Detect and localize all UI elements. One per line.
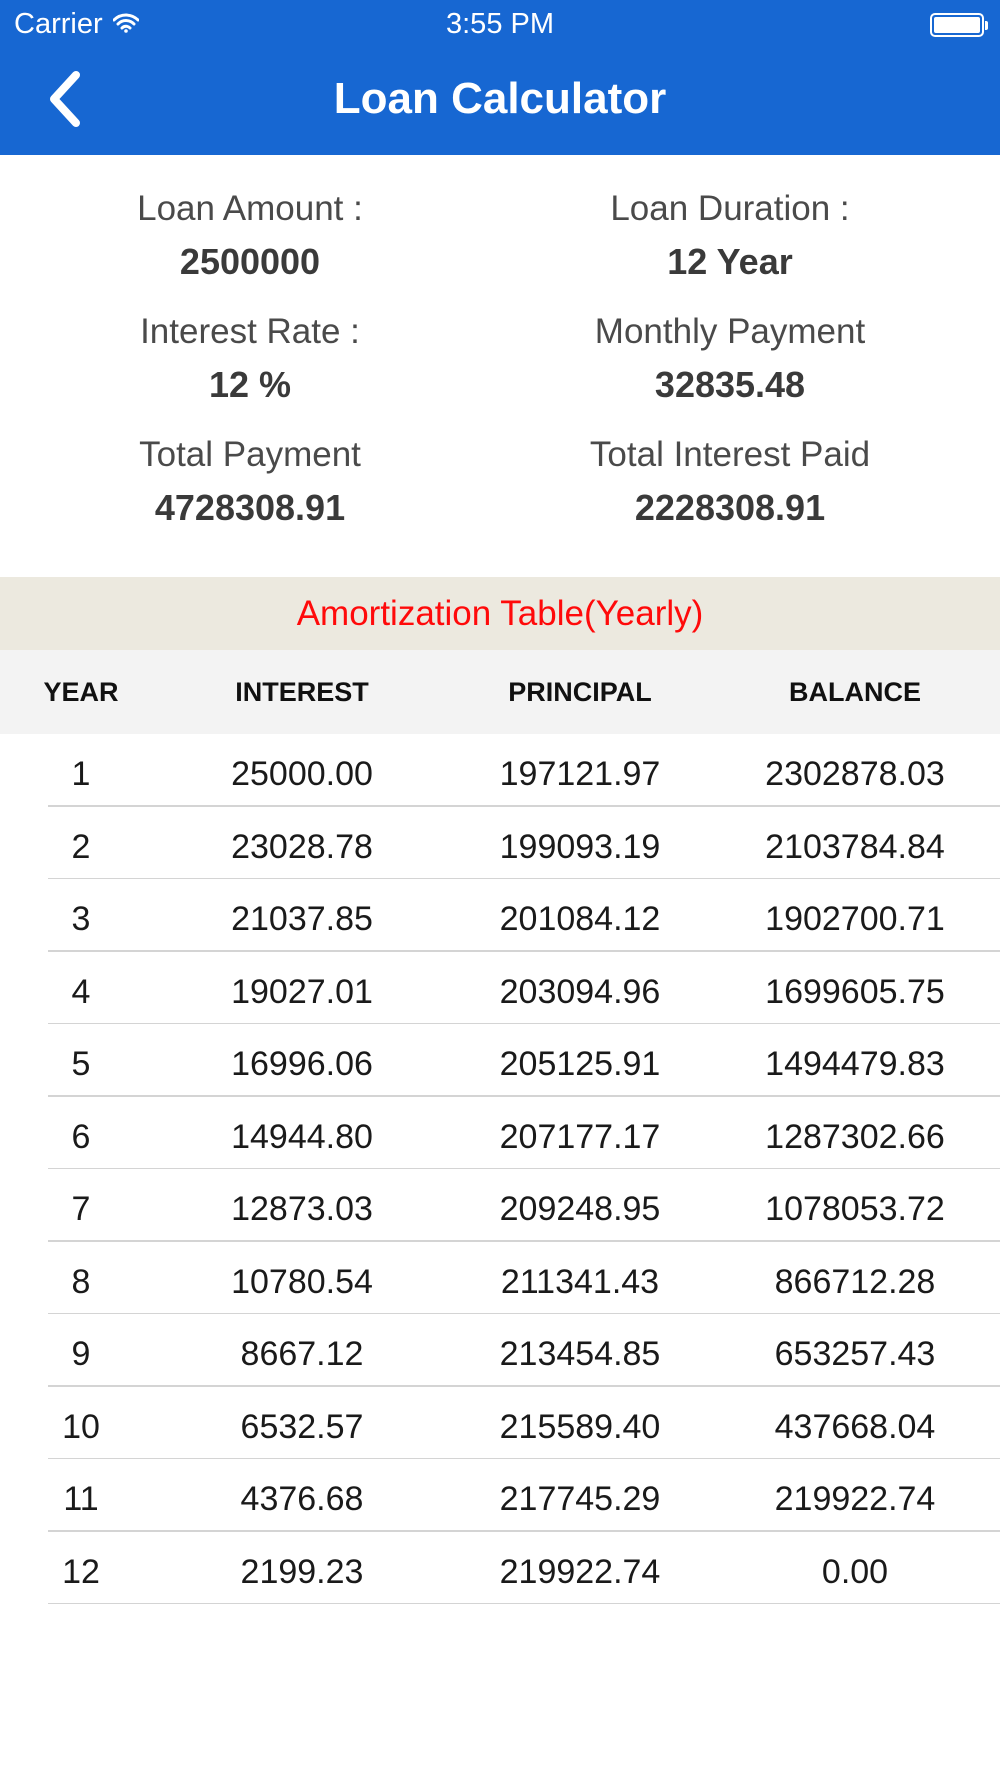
year-cell: 12 (62, 1552, 100, 1591)
loan-amount-value: 2500000 (179, 241, 321, 282)
balance-cell: 437668.04 (774, 1407, 936, 1446)
principal-cell: 201084.12 (499, 900, 661, 938)
amortization-title: Amortization Table(Yearly) (296, 593, 704, 633)
interest-cell: 16996.06 (231, 1045, 373, 1083)
table-row (0, 952, 1000, 1025)
table-row (0, 1459, 1000, 1532)
loan-amount-label: Loan Amount : (137, 189, 363, 228)
column-header-interest: INTEREST (235, 677, 369, 707)
balance-cell: 1287302.66 (765, 1117, 945, 1156)
balance-cell: 2302878.03 (765, 755, 945, 793)
monthly-payment (480, 311, 980, 407)
column-header-year: YEAR (43, 677, 119, 707)
total-payment-label: Total Payment (139, 435, 361, 474)
balance-cell: 1699605.75 (765, 972, 945, 1011)
total-payment-value: 4728308.91 (154, 487, 346, 528)
total-interest-paid (480, 434, 980, 530)
interest-cell: 21037.85 (231, 900, 373, 938)
year-cell: 11 (63, 1480, 99, 1518)
table-row (0, 1532, 1000, 1605)
principal-cell: 197121.97 (499, 755, 661, 793)
year-cell: 9 (71, 1335, 91, 1373)
amortization-title-bar (0, 577, 1000, 650)
interest-cell: 4376.68 (240, 1480, 364, 1518)
year-cell: 4 (71, 972, 91, 1011)
interest-cell: 14944.80 (231, 1117, 373, 1156)
year-cell: 5 (71, 1045, 91, 1083)
year-cell: 1 (71, 755, 91, 793)
table-header (0, 650, 1000, 734)
principal-cell: 207177.17 (499, 1117, 661, 1156)
interest-cell: 23028.78 (231, 827, 373, 866)
loan-amount (0, 188, 500, 284)
table-row (0, 1242, 1000, 1315)
interest-cell: 19027.01 (231, 972, 373, 1011)
row-divider (48, 1603, 1000, 1605)
balance-cell: 1494479.83 (765, 1045, 945, 1083)
loan-duration-value: 12 Year (667, 241, 793, 282)
interest-cell: 8667.12 (240, 1335, 364, 1373)
principal-cell: 213454.85 (499, 1335, 661, 1373)
table-row (0, 1024, 1000, 1097)
page-title: Loan Calculator (333, 74, 667, 123)
monthly-payment-label: Monthly Payment (594, 312, 866, 351)
total-interest-value: 2228308.91 (634, 487, 826, 528)
balance-cell: 2103784.84 (765, 827, 945, 866)
balance-cell: 0.00 (821, 1552, 889, 1591)
total-payment (0, 434, 500, 530)
principal-cell: 211341.43 (500, 1262, 660, 1301)
table-row (0, 1314, 1000, 1387)
interest-rate (0, 311, 500, 407)
battery-icon (930, 13, 984, 37)
interest-cell: 25000.00 (231, 755, 373, 793)
column-header-balance: BALANCE (789, 677, 921, 707)
loan-summary (0, 155, 1000, 577)
balance-cell: 1078053.72 (765, 1190, 945, 1228)
table-row (0, 879, 1000, 952)
principal-cell: 205125.91 (499, 1045, 661, 1083)
interest-cell: 2199.23 (240, 1552, 364, 1591)
balance-cell: 653257.43 (774, 1335, 936, 1373)
carrier-label: Carrier (14, 8, 103, 40)
table-row (0, 734, 1000, 807)
year-cell: 10 (62, 1407, 100, 1446)
column-header-principal: PRINCIPAL (508, 677, 652, 707)
year-cell: 8 (71, 1262, 91, 1301)
table-row (0, 1169, 1000, 1242)
loan-duration-label: Loan Duration : (610, 189, 850, 228)
balance-cell: 866712.28 (774, 1262, 936, 1301)
loan-duration (480, 188, 980, 284)
interest-cell: 6532.57 (240, 1407, 364, 1446)
status-time: 3:55 PM (446, 8, 554, 40)
interest-cell: 12873.03 (231, 1190, 373, 1228)
year-cell: 7 (71, 1190, 91, 1228)
year-cell: 3 (71, 900, 91, 938)
table-row (0, 807, 1000, 880)
interest-cell: 10780.54 (231, 1262, 373, 1301)
amortization-table (0, 734, 1000, 1604)
principal-cell: 219922.74 (499, 1552, 661, 1591)
balance-cell: 219922.74 (774, 1480, 936, 1518)
total-interest-label: Total Interest Paid (589, 435, 871, 474)
table-row (0, 1387, 1000, 1460)
monthly-payment-value: 32835.48 (654, 364, 806, 405)
interest-rate-label: Interest Rate : (140, 312, 360, 351)
principal-cell: 209248.95 (499, 1190, 661, 1228)
balance-cell: 1902700.71 (765, 900, 945, 938)
principal-cell: 199093.19 (499, 827, 661, 866)
principal-cell: 217745.29 (499, 1480, 661, 1518)
navigation-bar (0, 0, 1000, 155)
year-cell: 6 (71, 1117, 91, 1156)
principal-cell: 215589.40 (499, 1407, 661, 1446)
principal-cell: 203094.96 (499, 972, 661, 1011)
interest-rate-value: 12 % (208, 364, 292, 405)
year-cell: 2 (71, 827, 91, 866)
table-row (0, 1097, 1000, 1170)
